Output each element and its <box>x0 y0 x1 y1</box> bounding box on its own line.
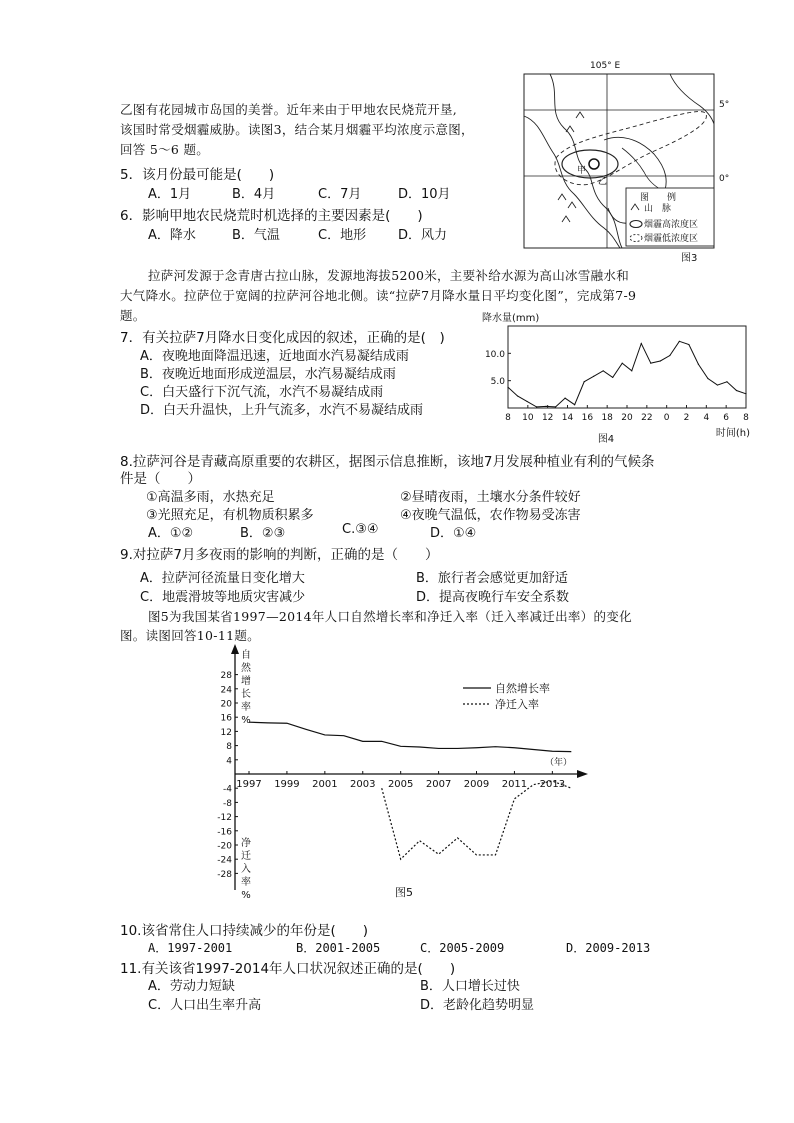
fig4-data-point <box>650 363 651 364</box>
fig5-y-tick-label: -8 <box>223 798 232 809</box>
fig4-x-tick-label: 10 <box>522 413 534 423</box>
figure-3-map <box>520 58 740 264</box>
fig3-lat0: 0° <box>719 174 730 184</box>
intro1-line3: 回答 5～6 题。 <box>120 142 210 157</box>
fig4-data-point <box>660 360 661 361</box>
fig4-data-point <box>603 370 604 371</box>
q5-option-c[interactable]: C．7月 <box>318 187 362 202</box>
fig5-y-tick-label: 4 <box>226 756 232 767</box>
fig4-data-point <box>536 406 537 407</box>
fig5-y-tick-label: 16 <box>220 713 232 724</box>
fig4-x-tick-label: 14 <box>561 413 574 423</box>
fig5-y-tick-label: 28 <box>220 671 232 682</box>
q7-option-c[interactable]: C．白天盛行下沉气流，水汽不易凝结成雨 <box>140 385 384 400</box>
fig4-y-tick-label: 10.0 <box>484 349 505 360</box>
fig4-x-tick-label: 2 <box>683 413 690 423</box>
fig4-data-point <box>688 344 689 345</box>
fig5-y-tick-label: -24 <box>217 855 232 866</box>
q9-option-d[interactable]: D．提高夜晚行车安全系数 <box>416 590 570 605</box>
fig5-x-tick-label: 2013 <box>539 779 566 790</box>
q11-option-d[interactable]: D．老龄化趋势明显 <box>420 998 535 1013</box>
q5-option-d[interactable]: D．10月 <box>398 187 451 202</box>
fig3-legend-mountain: 山 脉 <box>644 204 672 214</box>
fig4-data-point <box>736 390 737 391</box>
q11-option-a[interactable]: A．劳动力短缺 <box>148 979 235 994</box>
fig4-data-point <box>584 381 585 382</box>
q6-option-d[interactable]: D．风力 <box>398 228 448 243</box>
intro2-line1: 拉萨河发源于念青唐古拉山脉，发源地海拔5200米，主要补给水源为高山冰雪融水和 <box>148 268 630 283</box>
q5-stem: 5．该月份最可能是( ) <box>120 167 275 183</box>
q8-stem-line2: 件是（ ） <box>120 471 201 487</box>
fig5-y-label-top-char: 然 <box>241 663 251 674</box>
q11-stem: 11.有关该省1997-2014年人口状况叙述正确的是( ) <box>120 961 456 977</box>
fig4-data-point <box>726 381 727 382</box>
fig4-x-tick-label: 8 <box>505 413 511 423</box>
q10-option-d[interactable]: D．2009-2013 <box>566 941 651 955</box>
q5-option-b[interactable]: B．4月 <box>232 187 276 202</box>
intro2-line2: 大气降水。拉萨位于宽阔的拉萨河谷地北侧。读“拉萨7月降水量日平均变化图”，完成第7-9 <box>120 288 637 303</box>
q8-option-c[interactable]: C.③④ <box>342 522 379 537</box>
fig3-longitude-label: 105° E <box>590 61 621 71</box>
fig3-legend-high: 烟霾高浓度区 <box>644 220 699 230</box>
fig5-y-tick-label: -20 <box>217 841 232 852</box>
q10-stem: 10.该省常住人口持续减少的年份是( ) <box>120 923 369 939</box>
q9-option-a[interactable]: A．拉萨河径流量日变化增大 <box>140 571 305 586</box>
fig5-x-tick-label: 2007 <box>425 779 452 790</box>
fig5-y-axis-arrow <box>231 644 239 654</box>
fig5-x-tick-label: 2005 <box>387 779 414 790</box>
q10-option-b[interactable]: B．2001-2005 <box>296 941 381 955</box>
fig3-caption: 图3 <box>681 253 698 264</box>
fig4-y-tick-label: 5.0 <box>490 377 505 388</box>
fig5-y-label-top-char: 增 <box>241 676 251 687</box>
fig5-x-tick-label: 2009 <box>463 779 490 790</box>
fig4-x-tick-label: 20 <box>621 413 633 423</box>
fig3-legend-title: 图 例 <box>640 193 677 203</box>
q7-option-a[interactable]: A．夜晚地面降温迅速，近地面水汽易凝结成雨 <box>140 349 409 364</box>
q8-item-4: ④夜晚气温低，农作物易受冻害 <box>400 508 581 523</box>
fig4-data-point <box>507 387 508 388</box>
fig4-x-tick-label: 16 <box>581 413 594 423</box>
fig4-data-point <box>679 341 680 342</box>
fig4-data-point <box>593 376 594 377</box>
fig4-x-tick-label: 0 <box>663 413 670 423</box>
fig4-data-point <box>622 363 623 364</box>
fig5-x-tick-label: 2003 <box>350 779 376 790</box>
q8-option-d[interactable]: D．①④ <box>430 526 477 541</box>
fig5-y-tick-label: -16 <box>217 827 232 838</box>
fig5-y-label-bottom-char: % <box>241 890 251 901</box>
q6-option-c[interactable]: C．地形 <box>318 228 367 243</box>
fig5-y-tick-label: -4 <box>223 784 232 795</box>
fig4-data-point <box>526 401 527 402</box>
fig5-y-tick-label: 24 <box>220 685 232 696</box>
fig4-x-tick-label: 22 <box>641 413 653 423</box>
q10-option-a[interactable]: A．1997-2001 <box>148 941 233 955</box>
fig5-y-label-bottom-char: 入 <box>241 864 251 875</box>
fig5-y-label-bottom-char: 迁 <box>241 851 251 862</box>
fig4-data-point <box>555 406 556 407</box>
fig5-y-tick-label: -28 <box>217 869 232 880</box>
fig3-legend-low: 烟霾低浓度区 <box>644 234 699 244</box>
fig5-x-axis-arrow <box>577 770 588 778</box>
q7-option-b[interactable]: B．夜晚近地面形成逆温层，水汽易凝结成雨 <box>140 367 396 382</box>
fig5-y-label-top-char: 自 <box>241 650 251 661</box>
q9-option-b[interactable]: B．旅行者会感觉更加舒适 <box>416 571 568 586</box>
q8-item-3: ③光照充足，有机物质积累多 <box>146 508 314 523</box>
fig5-y-label-top-char: 长 <box>241 689 251 700</box>
fig5-y-label-top-char: 率 <box>241 702 251 713</box>
q10-option-c[interactable]: C．2005-2009 <box>420 941 505 955</box>
fig5-x-tick-label: 2001 <box>312 779 338 790</box>
fig5-legend-natural-growth: 自然增长率 <box>495 682 550 695</box>
q11-option-c[interactable]: C．人口出生率升高 <box>148 998 262 1013</box>
fig4-data-point <box>565 398 566 399</box>
fig4-x-tick-label: 12 <box>541 413 554 423</box>
q8-stem-line1: 8.拉萨河谷是青藏高原重要的农耕区，据图示信息推断，该地7月发展种植业有利的气候条 <box>120 454 655 470</box>
fig4-data-point <box>545 406 546 407</box>
fig5-y-tick-label: 12 <box>220 727 232 738</box>
figure-4-chart <box>478 308 768 450</box>
fig4-data-point <box>717 384 718 385</box>
fig5-natural-growth-line <box>249 722 571 751</box>
fig4-data-point <box>707 378 708 379</box>
fig4-data-point <box>669 355 670 356</box>
fig4-caption: 图4 <box>597 434 615 445</box>
fig5-y-label-bottom-char: 净 <box>241 838 251 849</box>
fig4-data-point <box>698 364 699 365</box>
figure-5-chart <box>205 642 600 904</box>
fig4-data-point <box>631 370 632 371</box>
fig4-data-point <box>574 404 575 405</box>
fig4-data-point <box>745 393 746 394</box>
fig3-jia-label: 甲 <box>577 166 587 176</box>
fig5-x-tick-label: 1997 <box>236 779 262 790</box>
fig4-x-tick-label: 4 <box>703 413 710 423</box>
fig5-caption: 图5 <box>395 886 413 899</box>
fig5-legend-net-migration: 净迁入率 <box>495 698 539 711</box>
fig5-net-migration-line <box>382 781 572 859</box>
fig4-data-point <box>612 377 613 378</box>
fig3-lat5: 5° <box>719 100 730 110</box>
fig4-data-point <box>641 343 642 344</box>
fig4-data-point <box>517 395 518 396</box>
q11-option-b[interactable]: B．人口增长过快 <box>420 979 520 994</box>
fig5-y-label-top-char: % <box>241 715 251 726</box>
q8-item-1: ①高温多雨，水热充足 <box>146 490 275 505</box>
q5-option-a[interactable]: A．1月 <box>148 187 192 202</box>
fig5-y-tick-label: 8 <box>226 742 232 753</box>
intro1-line1: 乙图有花园城市岛国的美誉。近年来由于甲地农民烧荒开垦, <box>120 102 458 117</box>
q9-stem: 9.对拉萨7月多夜雨的影响的判断，正确的是（ ） <box>120 547 439 563</box>
q6-option-a[interactable]: A．降水 <box>148 228 196 243</box>
intro3-line2: 图。读图回答10-11题。 <box>120 628 260 643</box>
fig5-x-tick-label: 2011 <box>501 779 528 790</box>
q8-option-b[interactable]: B．②③ <box>240 526 286 541</box>
q7-option-d[interactable]: D．白天升温快，上升气流多，水汽不易凝结成雨 <box>140 403 424 418</box>
intro3-line1: 图5为我国某省1997—2014年人口自然增长率和净迁入率（迁入率减迁出率）的变化 <box>148 609 632 624</box>
intro1-line2: 该国时常受烟霾威胁。读图3，结合某月烟霾平均浓度示意图， <box>120 122 474 137</box>
fig4-x-tick-label: 6 <box>723 413 730 423</box>
q8-option-a[interactable]: A．①② <box>148 526 194 541</box>
fig4-x-tick-label: 8 <box>743 413 749 423</box>
q8-item-2: ②昼晴夜雨，土壤水分条件较好 <box>400 490 581 505</box>
q7-stem: 7．有关拉萨7月降水日变化成因的叙述，正确的是( ) <box>120 330 445 346</box>
fig5-y-tick-label: 20 <box>220 699 232 710</box>
fig3-yi-label: 乙 <box>598 177 608 187</box>
q6-stem: 6．影响甲地农民烧荒时机选择的主要因素是( ) <box>120 208 423 224</box>
fig5-x-tick-label: 1999 <box>274 779 300 790</box>
intro2-line3: 题。 <box>120 308 146 323</box>
q9-option-c[interactable]: C．地震滑坡等地质灾害减少 <box>140 590 306 605</box>
fig4-x-axis-label: 时间(h) <box>715 428 750 439</box>
fig4-y-axis-label: 降水量(mm) <box>482 313 540 324</box>
fig5-x-axis-label: （年） <box>544 758 572 768</box>
fig4-x-tick-label: 18 <box>601 413 613 423</box>
q6-option-b[interactable]: B．气温 <box>232 228 280 243</box>
fig4-precipitation-line <box>508 341 746 407</box>
fig5-y-tick-label: -12 <box>217 813 232 824</box>
fig5-y-label-bottom-char: 率 <box>241 877 251 888</box>
